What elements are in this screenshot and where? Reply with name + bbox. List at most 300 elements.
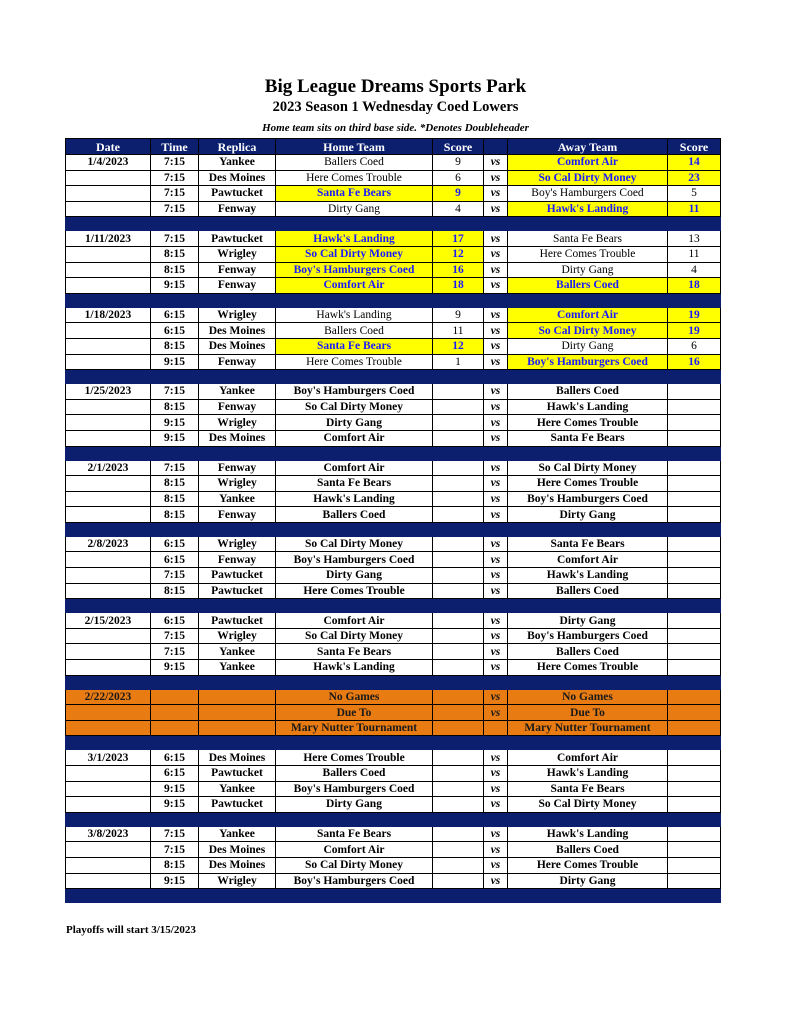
away-score-cell: 16 (668, 354, 721, 370)
home-score-cell (433, 797, 484, 813)
replica-cell: Wrigley (199, 415, 276, 431)
table-row (66, 842, 721, 858)
time-cell: 9:15 (151, 873, 199, 889)
date-cell (66, 552, 151, 568)
header-replica: Replica (199, 139, 276, 155)
date-cell (66, 797, 151, 813)
table-row (66, 323, 721, 339)
home-score-cell (433, 826, 484, 842)
replica-cell: Des Moines (199, 842, 276, 858)
date-cell (66, 338, 151, 354)
date-cell (66, 430, 151, 446)
away-score-cell: 4 (668, 262, 721, 278)
home-team-cell: Boy's Hamburgers Coed (276, 781, 433, 797)
vs-cell: vs (484, 415, 508, 431)
away-team-cell: Here Comes Trouble (508, 660, 668, 676)
away-score-cell (668, 644, 721, 660)
table-row (66, 186, 721, 202)
week-separator-bar (66, 293, 721, 307)
away-team-cell: Boy's Hamburgers Coed (508, 491, 668, 507)
replica-cell: Fenway (199, 552, 276, 568)
away-score-cell: 19 (668, 307, 721, 323)
time-cell (151, 720, 199, 736)
replica-cell: Pawtucket (199, 613, 276, 629)
date-cell: 2/8/2023 (66, 536, 151, 552)
header-date: Date (66, 139, 151, 155)
away-team-cell: Hawk's Landing (508, 826, 668, 842)
replica-cell: Yankee (199, 491, 276, 507)
time-cell: 9:15 (151, 430, 199, 446)
away-team-cell: Hawk's Landing (508, 399, 668, 415)
date-cell (66, 857, 151, 873)
replica-cell: Fenway (199, 507, 276, 523)
week-separator-bar (66, 217, 721, 231)
replica-cell: Des Moines (199, 750, 276, 766)
away-team-cell: Hawk's Landing (508, 766, 668, 782)
away-score-cell (668, 399, 721, 415)
away-team-cell: So Cal Dirty Money (508, 323, 668, 339)
table-row (66, 705, 721, 721)
home-score-cell (433, 536, 484, 552)
table-row (66, 720, 721, 736)
away-score-cell: 11 (668, 246, 721, 262)
vs-cell: vs (484, 155, 508, 171)
away-score-cell (668, 720, 721, 736)
table-row (66, 628, 721, 644)
home-score-cell (433, 460, 484, 476)
home-team-cell: Boy's Hamburgers Coed (276, 262, 433, 278)
replica-cell: Yankee (199, 384, 276, 400)
table-row (66, 507, 721, 523)
away-team-cell: Dirty Gang (508, 262, 668, 278)
replica-cell (199, 705, 276, 721)
header-away-team: Away Team (508, 139, 668, 155)
home-team-cell: Due To (276, 705, 433, 721)
away-team-cell: Dirty Gang (508, 338, 668, 354)
home-score-cell: 9 (433, 307, 484, 323)
table-row (66, 415, 721, 431)
week-separator-bar (66, 599, 721, 613)
page-subtitle: 2023 Season 1 Wednesday Coed Lowers (272, 99, 519, 115)
replica-cell: Wrigley (199, 307, 276, 323)
week-separator-bar (66, 370, 721, 384)
replica-cell: Wrigley (199, 873, 276, 889)
date-cell (66, 278, 151, 294)
away-team-cell: No Games (508, 689, 668, 705)
home-score-cell (433, 552, 484, 568)
time-cell: 9:15 (151, 278, 199, 294)
replica-cell: Des Moines (199, 323, 276, 339)
week-separator-bar (66, 675, 721, 689)
replica-cell: Pawtucket (199, 186, 276, 202)
vs-cell: vs (484, 583, 508, 599)
table-row (66, 857, 721, 873)
date-cell (66, 399, 151, 415)
away-team-cell: Santa Fe Bears (508, 231, 668, 247)
time-cell: 7:15 (151, 568, 199, 584)
away-score-cell: 14 (668, 155, 721, 171)
vs-cell: vs (484, 705, 508, 721)
replica-cell: Des Moines (199, 338, 276, 354)
home-team-cell: Santa Fe Bears (276, 186, 433, 202)
replica-cell: Wrigley (199, 246, 276, 262)
home-team-cell: Santa Fe Bears (276, 338, 433, 354)
table-row (66, 201, 721, 217)
vs-cell: vs (484, 476, 508, 492)
table-row (66, 689, 721, 705)
home-score-cell (433, 568, 484, 584)
home-score-cell: 12 (433, 246, 484, 262)
home-score-cell: 17 (433, 231, 484, 247)
vs-cell: vs (484, 430, 508, 446)
replica-cell: Fenway (199, 262, 276, 278)
vs-cell: vs (484, 857, 508, 873)
away-score-cell (668, 460, 721, 476)
home-score-cell (433, 766, 484, 782)
table-row (66, 826, 721, 842)
home-team-cell: Hawk's Landing (276, 307, 433, 323)
schedule-note: Home team sits on third base side. *Denotes Doubleheader (262, 122, 529, 134)
home-score-cell (433, 781, 484, 797)
vs-cell: vs (484, 644, 508, 660)
date-cell (66, 354, 151, 370)
away-team-cell: Here Comes Trouble (508, 857, 668, 873)
home-score-cell (433, 660, 484, 676)
home-team-cell: Boy's Hamburgers Coed (276, 384, 433, 400)
date-cell (66, 660, 151, 676)
time-cell: 7:15 (151, 201, 199, 217)
away-team-cell: Mary Nutter Tournament (508, 720, 668, 736)
time-cell: 8:15 (151, 246, 199, 262)
time-cell (151, 705, 199, 721)
table-row (66, 338, 721, 354)
home-team-cell: Boy's Hamburgers Coed (276, 873, 433, 889)
away-team-cell: Dirty Gang (508, 613, 668, 629)
replica-cell (199, 689, 276, 705)
table-row (66, 399, 721, 415)
vs-cell: vs (484, 186, 508, 202)
playoffs-note: Playoffs will start 3/15/2023 (66, 924, 196, 936)
week-separator (66, 293, 721, 307)
time-cell: 7:15 (151, 842, 199, 858)
vs-cell: vs (484, 628, 508, 644)
away-score-cell (668, 797, 721, 813)
replica-cell: Pawtucket (199, 766, 276, 782)
date-cell (66, 170, 151, 186)
away-score-cell: 18 (668, 278, 721, 294)
away-team-cell: Hawk's Landing (508, 568, 668, 584)
home-score-cell (433, 384, 484, 400)
home-team-cell: No Games (276, 689, 433, 705)
week-separator (66, 736, 721, 750)
away-score-cell (668, 568, 721, 584)
table-row (66, 155, 721, 171)
home-team-cell: Mary Nutter Tournament (276, 720, 433, 736)
away-team-cell: Comfort Air (508, 155, 668, 171)
vs-cell: vs (484, 323, 508, 339)
table-row (66, 430, 721, 446)
vs-cell: vs (484, 246, 508, 262)
home-score-cell: 12 (433, 338, 484, 354)
home-score-cell: 16 (433, 262, 484, 278)
home-team-cell: Dirty Gang (276, 797, 433, 813)
vs-cell: vs (484, 201, 508, 217)
home-team-cell: Comfort Air (276, 842, 433, 858)
table-row (66, 354, 721, 370)
time-cell: 6:15 (151, 613, 199, 629)
home-team-cell: Dirty Gang (276, 568, 433, 584)
replica-cell: Wrigley (199, 536, 276, 552)
replica-cell: Yankee (199, 155, 276, 171)
header-away-score: Score (668, 139, 721, 155)
week-separator-bar (66, 889, 721, 903)
home-team-cell: So Cal Dirty Money (276, 628, 433, 644)
time-cell: 8:15 (151, 338, 199, 354)
away-score-cell (668, 705, 721, 721)
away-score-cell (668, 628, 721, 644)
replica-cell: Pawtucket (199, 231, 276, 247)
time-cell: 7:15 (151, 186, 199, 202)
time-cell: 6:15 (151, 536, 199, 552)
home-score-cell (433, 705, 484, 721)
date-cell: 2/22/2023 (66, 689, 151, 705)
replica-cell: Fenway (199, 460, 276, 476)
time-cell: 8:15 (151, 262, 199, 278)
date-cell (66, 323, 151, 339)
header-time: Time (151, 139, 199, 155)
home-score-cell: 9 (433, 155, 484, 171)
away-team-cell: Here Comes Trouble (508, 415, 668, 431)
away-team-cell: So Cal Dirty Money (508, 170, 668, 186)
schedule-table (65, 138, 721, 903)
away-score-cell (668, 552, 721, 568)
away-team-cell: Comfort Air (508, 552, 668, 568)
replica-cell: Pawtucket (199, 797, 276, 813)
table-row (66, 170, 721, 186)
away-score-cell (668, 766, 721, 782)
table-row (66, 568, 721, 584)
home-score-cell (433, 842, 484, 858)
home-team-cell: Comfort Air (276, 278, 433, 294)
vs-cell: vs (484, 354, 508, 370)
home-team-cell: So Cal Dirty Money (276, 399, 433, 415)
away-team-cell: Boy's Hamburgers Coed (508, 354, 668, 370)
date-cell: 3/1/2023 (66, 750, 151, 766)
table-row (66, 262, 721, 278)
vs-cell: vs (484, 613, 508, 629)
home-team-cell: Ballers Coed (276, 507, 433, 523)
away-team-cell: Boy's Hamburgers Coed (508, 628, 668, 644)
home-score-cell: 11 (433, 323, 484, 339)
date-cell (66, 491, 151, 507)
home-team-cell: Santa Fe Bears (276, 644, 433, 660)
time-cell: 7:15 (151, 460, 199, 476)
away-team-cell: Boy's Hamburgers Coed (508, 186, 668, 202)
home-team-cell: Ballers Coed (276, 155, 433, 171)
vs-cell: vs (484, 231, 508, 247)
time-cell: 7:15 (151, 231, 199, 247)
away-team-cell: Dirty Gang (508, 873, 668, 889)
table-row (66, 797, 721, 813)
away-team-cell: Comfort Air (508, 750, 668, 766)
away-score-cell (668, 689, 721, 705)
week-separator-bar (66, 812, 721, 826)
away-team-cell: Comfort Air (508, 307, 668, 323)
time-cell: 8:15 (151, 857, 199, 873)
away-team-cell: Hawk's Landing (508, 201, 668, 217)
week-separator (66, 446, 721, 460)
away-team-cell: Here Comes Trouble (508, 476, 668, 492)
week-separator (66, 522, 721, 536)
time-cell: 8:15 (151, 583, 199, 599)
table-row (66, 231, 721, 247)
date-cell (66, 720, 151, 736)
vs-cell: vs (484, 826, 508, 842)
home-team-cell: Ballers Coed (276, 323, 433, 339)
table-row (66, 750, 721, 766)
home-score-cell (433, 399, 484, 415)
vs-cell: vs (484, 384, 508, 400)
table-row (66, 476, 721, 492)
away-score-cell (668, 873, 721, 889)
home-team-cell: Hawk's Landing (276, 491, 433, 507)
week-separator-bar (66, 522, 721, 536)
away-score-cell (668, 826, 721, 842)
week-separator-bar (66, 446, 721, 460)
table-row (66, 552, 721, 568)
away-score-cell (668, 507, 721, 523)
vs-cell (484, 720, 508, 736)
replica-cell: Wrigley (199, 476, 276, 492)
away-score-cell (668, 491, 721, 507)
vs-cell: vs (484, 842, 508, 858)
home-score-cell (433, 507, 484, 523)
home-score-cell (433, 873, 484, 889)
date-cell (66, 644, 151, 660)
home-score-cell (433, 491, 484, 507)
replica-cell: Pawtucket (199, 583, 276, 599)
home-score-cell (433, 613, 484, 629)
time-cell: 7:15 (151, 644, 199, 660)
replica-cell: Des Moines (199, 430, 276, 446)
away-score-cell: 19 (668, 323, 721, 339)
replica-cell: Wrigley (199, 628, 276, 644)
table-row (66, 644, 721, 660)
home-team-cell: Here Comes Trouble (276, 354, 433, 370)
date-cell: 1/11/2023 (66, 231, 151, 247)
away-score-cell (668, 842, 721, 858)
page-title: Big League Dreams Sports Park (264, 76, 527, 97)
time-cell: 9:15 (151, 354, 199, 370)
home-team-cell: Boy's Hamburgers Coed (276, 552, 433, 568)
date-cell (66, 628, 151, 644)
away-score-cell (668, 384, 721, 400)
replica-cell: Yankee (199, 660, 276, 676)
away-score-cell (668, 476, 721, 492)
home-score-cell (433, 644, 484, 660)
time-cell: 8:15 (151, 476, 199, 492)
away-team-cell: Dirty Gang (508, 507, 668, 523)
week-separator (66, 812, 721, 826)
vs-cell: vs (484, 781, 508, 797)
home-team-cell: Hawk's Landing (276, 660, 433, 676)
away-team-cell: Santa Fe Bears (508, 536, 668, 552)
time-cell: 6:15 (151, 552, 199, 568)
time-cell: 7:15 (151, 170, 199, 186)
week-separator-bar (66, 736, 721, 750)
replica-cell: Fenway (199, 354, 276, 370)
away-score-cell (668, 536, 721, 552)
table-row (66, 873, 721, 889)
vs-cell: vs (484, 536, 508, 552)
home-team-cell: Hawk's Landing (276, 231, 433, 247)
home-team-cell: Comfort Air (276, 430, 433, 446)
header-home-score: Score (433, 139, 484, 155)
home-score-cell: 1 (433, 354, 484, 370)
home-team-cell: So Cal Dirty Money (276, 857, 433, 873)
vs-cell: vs (484, 689, 508, 705)
away-team-cell: Ballers Coed (508, 583, 668, 599)
week-separator (66, 217, 721, 231)
home-team-cell: Dirty Gang (276, 415, 433, 431)
away-score-cell (668, 781, 721, 797)
replica-cell: Yankee (199, 781, 276, 797)
time-cell (151, 689, 199, 705)
away-score-cell (668, 430, 721, 446)
home-team-cell: Santa Fe Bears (276, 476, 433, 492)
date-cell (66, 415, 151, 431)
table-row (66, 660, 721, 676)
time-cell: 7:15 (151, 384, 199, 400)
home-score-cell (433, 430, 484, 446)
home-score-cell: 4 (433, 201, 484, 217)
date-cell (66, 583, 151, 599)
vs-cell: vs (484, 338, 508, 354)
away-team-cell: Ballers Coed (508, 278, 668, 294)
home-team-cell: Here Comes Trouble (276, 583, 433, 599)
home-team-cell: Santa Fe Bears (276, 826, 433, 842)
header-home-team: Home Team (276, 139, 433, 155)
replica-cell: Fenway (199, 201, 276, 217)
home-score-cell (433, 476, 484, 492)
week-separator (66, 675, 721, 689)
home-team-cell: Comfort Air (276, 613, 433, 629)
date-cell: 3/8/2023 (66, 826, 151, 842)
away-team-cell: Ballers Coed (508, 644, 668, 660)
vs-cell: vs (484, 262, 508, 278)
vs-cell: vs (484, 460, 508, 476)
time-cell: 7:15 (151, 155, 199, 171)
date-cell (66, 873, 151, 889)
date-cell: 1/18/2023 (66, 307, 151, 323)
home-score-cell (433, 689, 484, 705)
date-cell (66, 705, 151, 721)
time-cell: 6:15 (151, 307, 199, 323)
home-score-cell: 18 (433, 278, 484, 294)
time-cell: 6:15 (151, 766, 199, 782)
home-team-cell: So Cal Dirty Money (276, 536, 433, 552)
replica-cell: Fenway (199, 399, 276, 415)
date-cell (66, 186, 151, 202)
home-team-cell: Here Comes Trouble (276, 170, 433, 186)
away-team-cell: Ballers Coed (508, 384, 668, 400)
vs-cell: vs (484, 399, 508, 415)
week-separator (66, 599, 721, 613)
replica-cell: Des Moines (199, 857, 276, 873)
away-score-cell (668, 660, 721, 676)
away-score-cell: 6 (668, 338, 721, 354)
table-row (66, 781, 721, 797)
